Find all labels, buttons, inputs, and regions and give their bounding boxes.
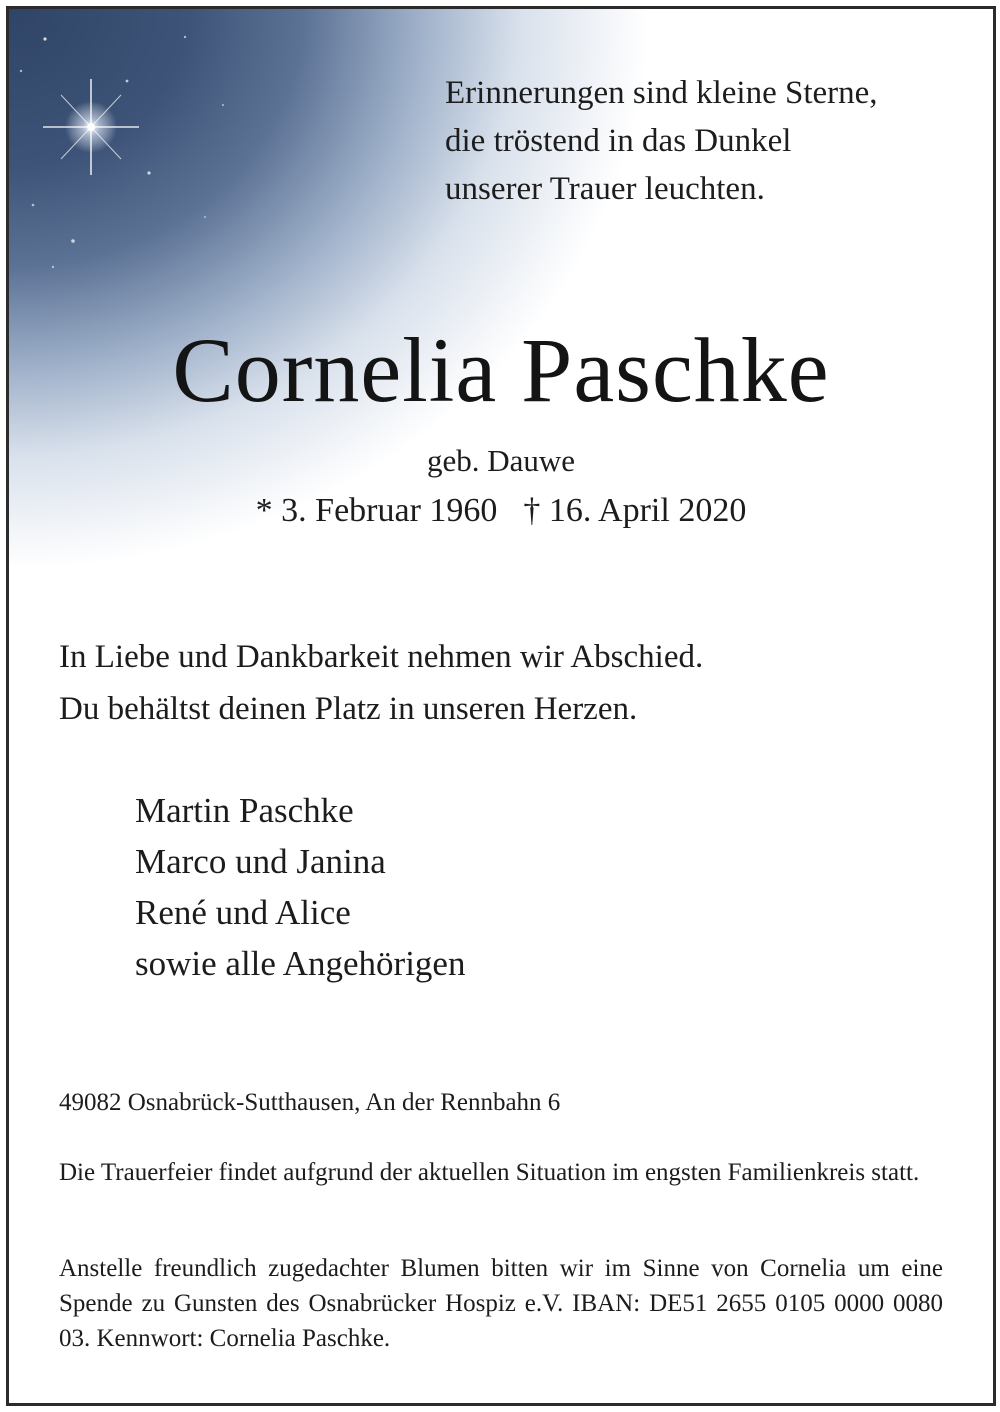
mourner-name: René und Alice xyxy=(135,893,351,932)
mourner-name: sowie alle Angehörigen xyxy=(135,944,466,983)
farewell-message xyxy=(59,631,959,735)
quote-line: die tröstend in das Dunkel xyxy=(445,123,792,159)
small-stars xyxy=(20,36,224,268)
death-date: † 16. April 2020 xyxy=(523,492,747,529)
life-dates xyxy=(9,487,993,535)
mourner-name: Marco und Janina xyxy=(135,842,386,881)
farewell-line: In Liebe und Dankbarkeit nehmen wir Abschied. xyxy=(59,639,704,675)
farewell-line: Du behältst deinen Platz in unseren Herzen. xyxy=(59,691,638,727)
mourner-name: Martin Paschke xyxy=(135,791,354,830)
donation-note: Anstelle freundlich zugedachter Blumen bitten wir im Sinne von Cornelia um eine Spende zu Gunsten des Osnabrücker Hospiz e.V. IBAN: DE51 2655 0105 0000 0080 03. Kennwort: Cornelia Paschke. xyxy=(59,1255,943,1352)
obituary-page xyxy=(6,6,996,1406)
birth-date: * 3. Februar 1960 xyxy=(255,492,498,529)
deceased-name: Cornelia Paschke xyxy=(172,319,830,421)
memorial-quote xyxy=(445,69,985,213)
mourners-list xyxy=(135,785,835,989)
funeral-note: Die Trauerfeier findet aufgrund der aktuellen Situation im engsten Familienkreis statt. xyxy=(59,1159,920,1186)
quote-line: Erinnerungen sind kleine Sterne, xyxy=(445,75,878,111)
maiden-name: geb. Dauwe xyxy=(426,443,576,478)
quote-line: unserer Trauer leuchten. xyxy=(445,171,765,207)
bright-star-icon xyxy=(43,79,139,175)
mourning-address: 49082 Osnabrück-Sutthausen, An der Rennbahn 6 xyxy=(59,1089,561,1116)
